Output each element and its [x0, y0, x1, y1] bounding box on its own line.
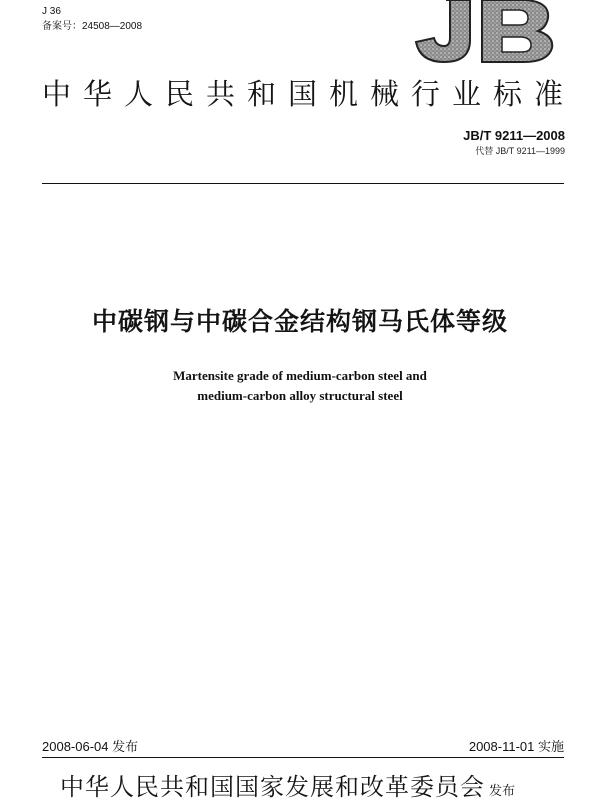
- jb-logo: [408, 0, 558, 64]
- ics-code: J 36: [42, 6, 61, 17]
- standard-code: JB/T 9211—2008: [463, 128, 565, 143]
- english-title-line-1: Martensite grade of medium-carbon steel and: [173, 368, 427, 383]
- implementation-date: 2008-11-01 实施: [468, 739, 564, 754]
- footer-divider: [42, 757, 564, 758]
- issue-date: 2008-06-04 发布: [42, 739, 139, 754]
- header-divider: [42, 183, 564, 184]
- org-title: 中华人民共和国机械行业标准: [42, 77, 576, 111]
- issuer: [60, 772, 560, 807]
- record-number: 备案号：24508—2008: [42, 21, 143, 32]
- standard-replaces: 代替 JB/T 9211—1999: [475, 146, 565, 156]
- issuer-suffix: 发布: [489, 784, 516, 799]
- document-title-chinese: 中碳钢与中碳合金结构钢马氏体等级: [91, 307, 508, 336]
- document-title-english: [0, 366, 600, 406]
- issuer-name: 中华人民共和国国家发展和改革委员会: [60, 773, 485, 801]
- english-title-line-2: medium-carbon alloy structural steel: [197, 388, 403, 403]
